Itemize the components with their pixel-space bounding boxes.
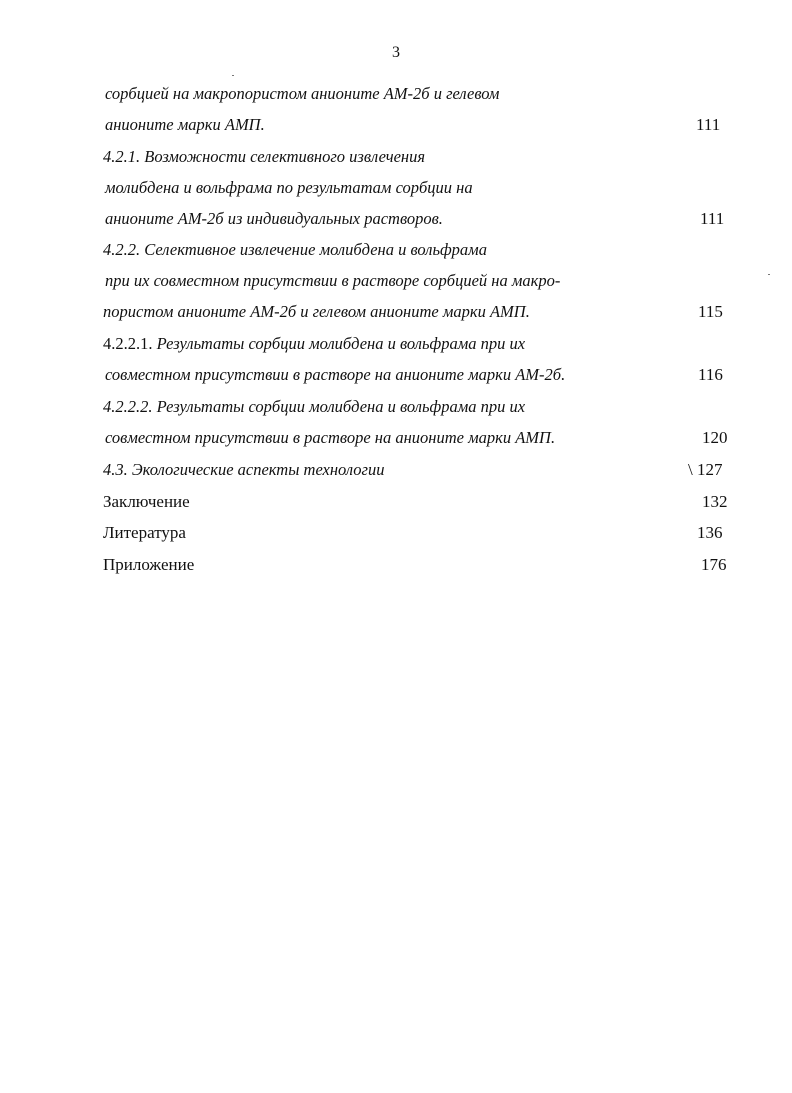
toc-line: 4.2.2. Селективное извлечение молибдена и вольфрама [103,240,487,259]
toc-line: Литература [103,523,186,542]
section-number: 4.2.2.1. [103,334,153,353]
toc-line: совместном присутствии в растворе на анионите марки АМ-2б. [105,365,566,384]
toc-page-ref: \ 127 [688,460,723,479]
toc-line: Приложение [103,555,195,574]
toc-line: сорбцией на макропористом анионите АМ-2б и гелевом [105,84,500,103]
toc-line: пористом анионите АМ-2б и гелевом анионите марки АМП. [103,302,530,321]
toc-line: Заключение [103,492,190,511]
toc-line: 4.2.2.2. Результаты сорбции молибдена и вольфрама при их [103,397,526,416]
toc-page-ref: 115 [698,302,723,321]
toc-page-ref: 120 [702,428,728,447]
toc-line: анионите марки АМП. [105,115,265,134]
toc-line: 4.2.1. Возможности селективного извлечения [103,147,426,166]
toc-line: 4.3. Экологические аспекты технологии [103,460,385,479]
toc-page-ref: 176 [701,555,727,574]
scan-speck [768,274,770,275]
page-number: 3 [392,44,400,61]
section-title: Результаты сорбции молибдена и вольфрама при их [156,334,526,353]
toc-line: совместном присутствии в растворе на анионите марки АМП. [105,428,556,447]
scan-speck [232,75,234,76]
toc-page-ref: 132 [702,492,728,511]
toc-line [103,334,525,354]
toc-page-ref: 116 [698,365,723,384]
toc-line: молибдена и вольфрама по результатам сорбции на [105,178,473,197]
toc-page-ref: 111 [696,115,721,134]
toc-page-ref: 136 [697,523,723,542]
toc-page-ref: 111 [700,209,725,228]
toc-line: анионите АМ-2б из индивидуальных растворов. [105,209,443,228]
toc-line: при их совместном присутствии в растворе сорбцией на макро- [105,271,561,290]
